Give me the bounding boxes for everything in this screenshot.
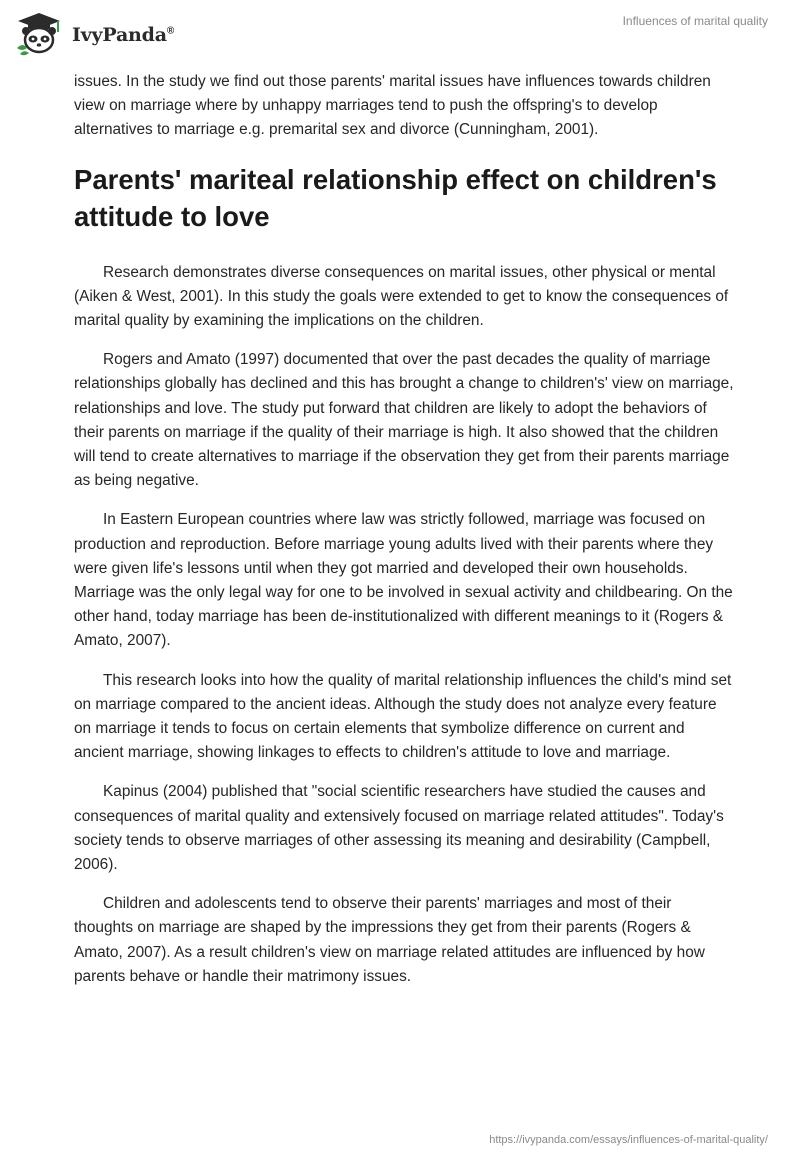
brand-name: IvyPanda® [72,24,175,46]
registered-mark: ® [166,25,175,37]
footer-url[interactable]: https://ivypanda.com/essays/influences-of-marital-quality/ [489,1134,768,1146]
panda-graduate-icon [14,12,64,56]
paragraph-6: Children and adolescents tend to observe their parents' marriages and most of their thoughts on marriage are shaped by the impressions they get from their parents (Rogers & Amato, 2007). As a result children's view on marriage related attitudes are influenced by how parents behave or handle their matrimony issues. [74,895,705,985]
intro-paragraph: issues. In the study we find out those parents' marital issues have influences towards children view on marriage where by unhappy marriages tend to push the offspring's to develop alternatives to marriage e.g. premarital sex and divorce (Cunningham, 2001). [74,73,711,139]
paragraph-3: In Eastern European countries where law was strictly followed, marriage was focused on production and reproduction. Before marriage young adults lived with their parents where they were given life's lessons until when they got married and developed their own households. Marriage was the only legal way for one to be involved in sexual activity and childbearing. On the other hand, today marriage has been de-institutionalized with different meanings to it (Rogers & Amato, 2007). [74,511,733,650]
paragraph-5: Kapinus (2004) published that "social scientific researchers have studied the causes and consequences of marital quality and extensively focused on marriage related attitudes". Today's society tends to observe marriages of other assessing its meaning and desirability (Campbell, 2006). [74,783,724,874]
logo[interactable] [14,12,174,56]
section-heading: Parents' mariteal relationship effect on children's attitude to love [74,163,717,232]
essay-content [74,70,734,1004]
document-title: Influences of marital quality [622,14,768,28]
page-header [0,0,800,70]
paragraph-1: Research demonstrates diverse consequences on marital issues, other physical or mental (Aiken & West, 2001). In this study the goals were extended to get to know the consequences of marital quality by examining the implications on the children. [74,263,729,330]
paragraph-4: This research looks into how the quality of marital relationship influences the child's mind set on marriage compared to the ancient ideas. Although the study does not analyze every feature on marriage it tends to focus on certain elements that symbolize difference on current and ancient marriage, showing linkages to effects to children's attitude to love and marriage. [74,671,732,762]
paragraph-2: Rogers and Amato (1997) documented that over the past decades the quality of marriage relationships globally has declined and this has brought a change to children's' view on marriage, relationships and love. The study put forward that children are likely to adopt the behaviors of their parents on marriage if the quality of their marriage is high. It also showed that the children will tend to create alternatives to marriage if the observation they get from their parents marriage as being negative. [74,351,734,490]
